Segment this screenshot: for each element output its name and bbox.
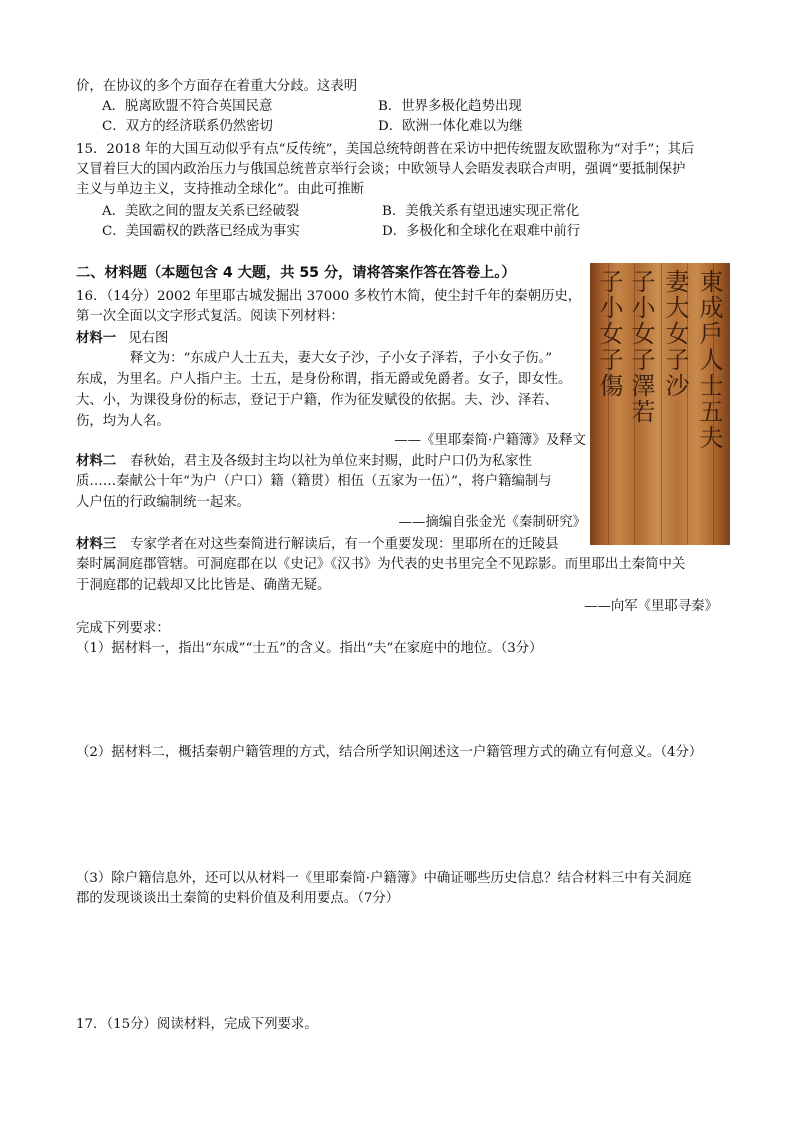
q14-option-b: B．世界多极化趋势出现 — [378, 99, 522, 114]
q14-option-a: A．脱离欧盟不符合英国民意 — [102, 99, 273, 114]
slip-column: 東成戶人士五夫 — [695, 269, 723, 451]
q15-option-c: C．美国霸权的跌落已经成为事实 — [102, 224, 300, 239]
material-1-header — [76, 329, 168, 348]
material-3-label: 材料三 — [76, 536, 117, 552]
material-3-line: 于洞庭郡的记载却又比比皆是、确凿无疑。 — [76, 578, 331, 593]
q15-stem-line: 主义与单边主义，支持推动全球化”。由此可推断 — [76, 182, 365, 197]
material-3-line-first — [76, 535, 559, 554]
q15-stem-line: 又冒着巨大的国内政治压力与俄国总统普京举行会谈；中欧领导人会晤发表联合声明，强调“要抵制保护 — [76, 162, 686, 177]
sub-question-1: （1）据材料一，指出“东成”“士五”的含义。指出“夫”在家庭中的地位。（3分） — [76, 641, 543, 656]
requirements-label: 完成下列要求： — [76, 621, 170, 636]
material-1-label: 材料一 — [76, 330, 117, 346]
material-2-line: 质……秦献公十年“为户（户口）籍（籍贯）相伍（五家为一伍）”，将户籍编制与 — [76, 474, 552, 489]
material-1-line: 释文为：“东成户人士五夫，妻大女子沙，子小女子泽若，子小女子伤。” — [130, 351, 553, 366]
material-2-line: 人户伍的行政编制统一起来。 — [76, 495, 251, 510]
sub-question-2: （2）据材料二，概括秦朝户籍管理的方式，结合所学知识阐述这一户籍管理方式的确立有何意义。（4分） — [76, 745, 703, 760]
material-1-title: 见右图 — [128, 331, 169, 346]
q15-option-d: D．多极化和全球化在艰难中前行 — [382, 224, 581, 239]
material-1-source: ——《里耶秦简·户籍簿》及释文 — [394, 433, 586, 448]
q16-intro-line: 16．（14分）2002 年里耶古城发掘出 37000 多枚竹木简，使尘封千年的秦朝历史， — [76, 289, 582, 304]
slip-column: 子小女子傷 — [595, 269, 623, 399]
q14-stem-tail: 价，在协议的多个方面存在着重大分歧。这表明 — [76, 79, 358, 94]
material-2-source: ——摘编自张金光《秦制研究》 — [398, 515, 586, 530]
material-1-line: 东成，为里名。户人指户主。士五，是身份称谓，指无爵或免爵者。女子，即女性。 — [76, 372, 572, 387]
sub-question-3-line: 郡的发现谈谈出土秦简的史料价值及利用要点。（7分） — [76, 891, 400, 906]
q15-option-b: B．美俄关系有望迅速实现正常化 — [382, 204, 580, 219]
q14-option-c: C．双方的经济联系仍然密切 — [102, 119, 273, 134]
bamboo-slip-image — [590, 263, 730, 545]
section-2-heading: 二、材料题（本题包含 4 大题，共 55 分，请将答案作答在答卷上。） — [76, 265, 516, 281]
material-2-text: 春秋始，君主及各级封主均以社为单位来封赐，此时户口仍为私家性 — [130, 454, 532, 469]
material-3-source: ——向军《里耶寻秦》 — [584, 599, 718, 614]
material-2-label: 材料二 — [76, 453, 117, 469]
material-1-line: 伤，均为人名。 — [76, 414, 170, 429]
material-3-line: 秦时属洞庭郡管辖。可洞庭郡在以《史记》《汉书》为代表的史书里完全不见踪影。而里耶出土秦简中关 — [76, 557, 686, 572]
q15-option-a: A．美欧之间的盟友关系已经破裂 — [102, 204, 300, 219]
material-1-line: 大、小，为课役身份的标志，登记于户籍，作为征发赋役的依据。夫、沙、泽若、 — [76, 393, 559, 408]
sub-question-3-line: （3）除户籍信息外，还可以从材料一《里耶秦简·户籍簿》中确证哪些历史信息？结合材料三中有关洞庭 — [76, 871, 692, 886]
q14-option-d: D．欧洲一体化难以为继 — [378, 119, 523, 134]
material-3-text: 专家学者在对这些秦简进行解读后，有一个重要发现：里耶所在的迁陵县 — [130, 537, 559, 552]
q17-stem: 17．（15分）阅读材料，完成下列要求。 — [76, 1017, 318, 1032]
q16-intro-line: 第一次全面以文字形式复活。阅读下列材料： — [76, 309, 344, 324]
material-2-line-first — [76, 452, 532, 471]
q15-stem-line: 15．2018 年的大国互动似乎有点“反传统”，美国总统特朗普在采访中把传统盟友欧盟称为“对手”；其后 — [76, 142, 695, 157]
slip-column: 妻大女子沙 — [661, 269, 689, 399]
slip-column: 子小女子澤若 — [627, 269, 655, 425]
